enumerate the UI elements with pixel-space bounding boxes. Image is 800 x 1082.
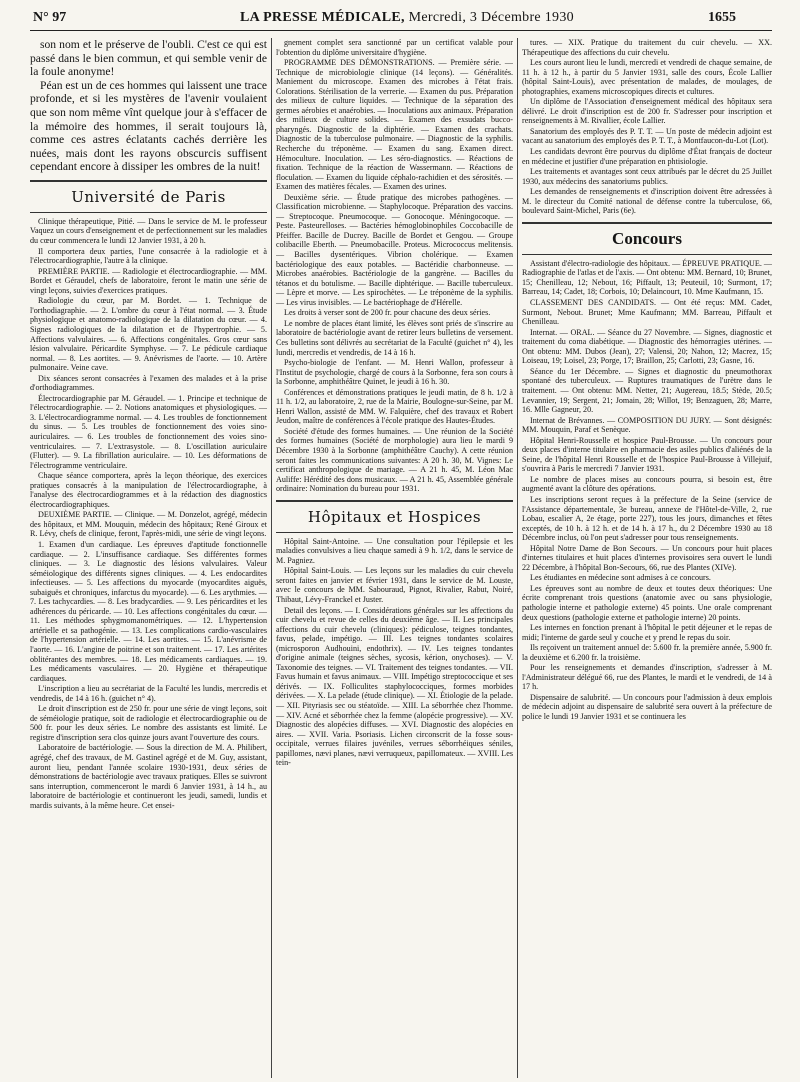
- article-paragraph: Les cours auront lieu le lundi, mercredi et vendredi de chaque semaine, de 11 h. à 12 h., à partir du 5 Janvier 1931, salle des cours, École Lallier (hôpital Saint-Louis), avec présentation de malades, de moulages, de photographies, examens microscopiques directs et cultures.: [522, 58, 772, 96]
- section-rule: [522, 254, 772, 255]
- article-paragraph: Il comportera deux parties, l'une consacrée à la radiologie et à l'électrocardiographie, l'autre à la clinique.: [30, 246, 267, 266]
- section-title-hopitaux: Hôpitaux et Hospices: [307, 507, 482, 526]
- section-rule: [276, 500, 513, 502]
- article-paragraph: Internat. — ORAL. — Séance du 27 Novembre. — Signes, diagnostic et traitement du coma diabétique. — Diagnostic des hémorragies utérines. — Ont obtenu: MM. Dubos (Jean), 27; Valensi, 20; Nahon, 12; Macrez, 15; Loiseau, 19; Loisel, 23; Porge, 17; Braillon, 25; Carlotti, 23; Gasne, 16.: [522, 327, 772, 366]
- article-paragraph: Conférences et démonstrations pratiques le jeudi matin, de 8 h. 1/2 à 11 h. 1/2, au laboratoire, 2, rue de la Mairie, Boulogne-sur-Seine, par M. Henri Wallon, assisté de MM. W. Falquière, chef des travaux et Robert Jeudon, maître de conférences à l'école pratique des Hautes-Études.: [276, 387, 513, 426]
- article-paragraph: L'inscription a lieu au secrétariat de la Faculté les lundis, mercredis et vendredis, de 14 à 16 h. (guichet n° 4).: [30, 684, 267, 703]
- section-rule: [276, 532, 513, 533]
- column-2: [276, 38, 513, 1078]
- article-paragraph: Clinique thérapeutique, Pitié. — Dans le service de M. le professeur Vaquez un cours d'enseignement et de perfectionnement sur les maladies du cœur commencera le lundi 12 Janvier 1931, à 20 h.: [30, 216, 267, 246]
- article-paragraph: Un diplôme de l'Association d'enseignement médical des hôpitaux sera délivré. Le droit d'inscription est de 200 fr. S'adresser pour inscription et renseignements à M. Rivallier, école Lallier.: [522, 97, 772, 126]
- article-paragraph: Les inscriptions seront reçues à la préfecture de la Seine (service de l'Assistance départementale, 3e bureau, annexe de l'Hôtel-de-Ville, 2, rue Lobau, escalier A, 2e étage, porte 227), tous les jours, dimanches et fêtes exceptés, de 10 h. à 12 h. et de 14 h. à 17 h., du 2 Décembre 1930 au 18 Décembre inclus, où l'on peut s'adresser pour tous renseignements.: [522, 494, 772, 543]
- article-paragraph: Le droit d'inscription est de 250 fr. pour une série de vingt leçons, soit de séméiologie pratique, soit de radiologie et électrocardiographie ou de 500 fr. pour les deux séries. Le nombre des assistants est limité. Le registre d'inscription sera clos quinze jours avant l'ouverture des cours.: [30, 704, 267, 742]
- section-title-universite: Université de Paris: [71, 187, 226, 206]
- column-divider: [517, 38, 518, 1078]
- intro-paragraph: Péan est un de ces hommes qui laissent une trace profonde, et si les mystères de l'avenir voulaient que son nom même vînt quelque jour à s'effacer de la mémoire des hommes, il serait toujours là, comme ces astres éclatants cachés derrière les nuées, mais dont les rayons obscurcis suffisent cependant encore à dissiper les ombres de la nuit!: [30, 78, 267, 174]
- article-paragraph: Les demandes de renseignements et d'inscription doivent être adressées à M. le directeur du Comité national de défense contre la tuberculose, 66, boulevard Saint-Michel, Paris (6e).: [522, 187, 772, 216]
- masthead: [0, 10, 800, 32]
- article-paragraph: Hôpital Notre Dame de Bon Secours. — Un concours pour huit places d'internes titulaires et huit places d'internes provisoires sera ouvert le lundi 22 Décembre, à l'hôpital Bon-Secours, 66, rue des Plantes (XIVe).: [522, 543, 772, 572]
- article-paragraph: CLASSEMENT DES CANDIDATS. — Ont été reçus: MM. Cadet, Surmont, Nebout. Brunet; Mme Kaufmann; MM. Barreau, Piffault et Chenilleau.: [522, 298, 772, 327]
- article-body: [522, 259, 772, 722]
- article-paragraph: Deuxième série. — Étude pratique des microbes pathogènes. — Classification microbienne. — Staphylocoque. Préparation des vaccins. — Streptocoque. Pneumocoque. — Gonocoque. Méningocoque. — Peste. Pasteurelloses. — Bactéries hémoglobinophiles Coccobacille de Pfeiffer. Bacille de Ducrey. Bacille de Bordet et Gengou. — Groupe colibacille Eberth. — Pneumobacille. Proteus. Micrococcus melitensis. — Bacilles dysentériques. Vibrion cholérique. — Examen bactériologique des eaux potables. — Bactéridie charbonneuse. — Microbes anaérobies. Bactériologie de la gangrène. — Bacilles du tétanos et du botulisme. — Bacille diphtérique. — Bacille tuberculeux. — Lèpre et morve. — Les spirochètes. — Le tréponème de la syphilis. — Les virus invisibles. — Le bactériophage de d'Hérelle.: [276, 192, 513, 307]
- article-paragraph: PROGRAMME DES DÉMONSTRATIONS. — Première série. — Technique de microbiologie clinique (14 leçons). — Généralités. Maniement du microscope. Examen des microbes à l'état frais. Colorations. Stérilisation de la verrerie. — Examen du pus. Préparation des milieux de culture liquides. — Technique de la séparation des germes aérobies et anaérobies. — Inoculations aux animaux. Préparation des milieux de culture solides. — Examen des exsudats bucco-pharyngés. Diagnostic de la diphtérie. — Examen des crachats. Diagnostic de la tuberculose pulmonaire. — Diagnostic de la syphilis. Recherche du tréponème. — Examen du sang. Examen direct. Hémoculture. Inoculation. — Les séro-diagnostics. — Réactions de fixation. Technique de la réaction de Wassermann. — Réactions de floculation. — Examen du liquide céphalo-rachidien et des sérosités. — Examen des matières fécales. — Examen des urines.: [276, 58, 513, 192]
- article-body: [276, 537, 513, 768]
- article-paragraph: Ils reçoivent un traitement annuel de: 5.600 fr. la première année, 5.900 fr. la deuxième et 6.200 fr. la troisième.: [522, 643, 772, 662]
- article-paragraph: Assistant d'électro-radiologie des hôpitaux. — ÉPREUVE PRATIQUE. — Radiographie de l'atlas et de l'axis. — Ont obtenu: MM. Bernard, 10; Brunet, 15; Chenilleau, 12; Nebout, 16; Piffault, 13; Peuteuil, 10; Surmont, 17; Barreau, 14; Cadet, 18; Corbois, 10; Delaincourt, 10. Mme Kaufmann, 15.: [522, 258, 772, 297]
- section-rule: [30, 180, 267, 182]
- article-paragraph: tures. — XIX. Pratique du traitement du cuir chevelu. — XX. Thérapeutique des affections du cuir chevelu.: [522, 38, 772, 57]
- article-paragraph: Pour les renseignements et demandes d'inscription, s'adresser à M. l'Administrateur délégué 66, rue des Plantes, le mardi et le vendredi, de 14 à 17 h.: [522, 663, 772, 692]
- article-paragraph: Les étudiantes en médecine sont admises à ce concours.: [530, 573, 711, 583]
- article-paragraph: gnement complet sera sanctionné par un certificat valable pour l'obtention du diplôme universitaire d'hygiène.: [276, 38, 513, 57]
- section-title-concours: Concours: [612, 228, 682, 248]
- article-paragraph: Hôpital Saint-Antoine. — Une consultation pour l'épilepsie et les maladies convulsives a lieu chaque samedi à 9 h. 1/2, dans le service de M. Pagniez.: [276, 536, 513, 565]
- journal-title: [240, 10, 574, 26]
- article-paragraph: Radiologie du cœur, par M. Bordet. — 1. Technique de l'orthodiagraphie. — 2. L'ombre du cœur à l'état normal. — 3. Étude physiologique et anatomo-radiologique de la dilatation du cœur. — 4. Signes radiologiques de la dilatation et de l'hypertrophie. — 5. Affections valvulaires. — 6. Affections congénitales. Gros cœur sans lésion valvulaire. Péricardite Symphyse. — 7. Le pédicule cardiaque normal. — 8. Les aortites. — 9. Anévrismes de l'aorte. — 10. Artère pulmonaire. Veine cave.: [30, 296, 267, 373]
- article-paragraph: PREMIÈRE PARTIE. — Radiologie et électrocardiographie. — MM. Bordet et Géraudel, chefs de laboratoire, feront le matin une série de vingt leçons, suivies d'exercices pratiques.: [30, 266, 267, 295]
- article-paragraph: Les traitements et avantages sont ceux attribués par le décret du 25 Juillet 1930, aux médecins des sanatoriums publics.: [522, 167, 772, 186]
- issue-date: Mercredi, 3 Décembre 1930: [408, 10, 574, 25]
- article-body: [276, 38, 513, 494]
- header-rule: [30, 30, 772, 31]
- intro-paragraph: son nom et le préserve de l'oubli. C'est ce qui est passé dans le bien commun, et qui semble venir de la foule anonyme!: [30, 38, 267, 79]
- article-paragraph: Internat de Brévannes. — COMPOSITION DU JURY. — Sont désignés: MM. Mouquin, Paraf et Senèque.: [522, 415, 772, 435]
- article-paragraph: Detail des leçons. — I. Considérations générales sur les affections du cuir chevelu et revue de celles du deuxième âge. — II. Les principales affections du cuir chevelu (cliniques): pédiculose, teignes tondantes, favus, pelade, impétigo. — III. Les teignes tondantes scolaires (microsporon Audhouini, endothrix). — IV. Les teignes tondantes d'origine animale (teignes sèches, sycosis, kérion, onychoses). — V. Taxonomie des teignes. — VI. Traitement des teignes tondantes. — VII. Favus humain et favus animaux. — VIII. Impétigo streptococcique et ses dérivés. — IX. Folliculites staphylococciques, formes morbides dérivées. — X. La pelade (étude clinique). — XI. Étiologie de la pelade. — XII. Pityriasis sec ou stéatoïde. — XIII. La séborrhée chez l'homme. — XIV. Acné et séborrhée chez la femme (alopécie progressive). — XV. Diagnostic des alopécies diffuses. — XVI. Diagnostic des alopécies en aires. — XVII. Varia. Psoriasis. Lichen circonscrit de la fosse sous-occipitale, verrues filaires juvéniles, verrues séborrhéiques séniles, papillomes, nævi planes, nævi verruqueux, papillomateux. — XVIII. Les tein-: [276, 605, 513, 768]
- article-body: [522, 38, 772, 216]
- article-paragraph: Sanatorium des employés des P. T. T. — Un poste de médecin adjoint est vacant au sanatorium des employés des P. T. T., à Montfaucon-du-Lot (Lot).: [522, 126, 772, 146]
- article-paragraph: Le nombre de places étant limité, les élèves sont priés de s'inscrire au laboratoire de bactériologie avant de retirer leurs bulletins de versement. Ces bulletins sont délivrés au secrétariat de la Faculté (guichet n° 4), les lundi, mercredis et vendredis, de 14 à 16 h.: [276, 318, 513, 357]
- article-paragraph: Électrocardiographie par M. Géraudel. — 1. Principe et technique de l'électrocardiographie. — 2. Notions anatomiques et physiologiques. — 3. L'électrocardiogramme normal. — 4. Les troubles de fonctionnement du sinus. — 5. Les troubles de fonctionnement des voies sino-auriculaires. — 6. Les troubles de fonctionnement des voies sino-ventriculaires. — 7. L'extrasystole. — 8. L'oscillation auriculaire (Flutter). — 9. La fibrillation auriculaire. — 10. Les déformations de l'électrogramme ventriculaire.: [30, 393, 267, 470]
- article-paragraph: DEUXIÈME PARTIE. — Clinique. — M. Donzelot, agrégé, médecin des hôpitaux, et MM. Mouquin, médecin des hôpitaux; René Giroux et R. Lévy, chefs de clinique, feront, l'après-midi, une série de vingt leçons.: [30, 510, 267, 539]
- article-paragraph: Séance du 1er Décembre. — Signes et diagnostic du pneumothorax spontané des tuberculeux. — Ruptures traumatiques de l'urètre dans le traitement. — Ont obtenu: MM. Netter, 21; Augereau, 18.5; Stède, 20.5; Levannier, 19; Sergent, 21; Jomain, 28; Willot, 19; Benzaguen, 28; Marre, 16. Mlle Gagneur, 20.: [522, 366, 772, 415]
- issue-number: N° 97: [33, 10, 67, 25]
- section-rule: [522, 222, 772, 224]
- article-paragraph: 1. Examen d'un cardiaque. Les épreuves d'aptitude fonctionnelle cardiaque. — 2. L'insuffisance cardiaque. Ses différentes formes cliniques. — 3. Le diagnostic des lésions valvulaires. Valeur séméiologique des différents signes cliniques. — 4. Les endocardites infectieuses. — 5. Les affections du myocarde (myocardites aiguës, subaiguës et chroniques, infarctus du myocarde). — 6. Les arythmies. — 7. Les tachycardies. — 8. Les bradycardies. — 9. Les péricardites et les adhérences du péricarde. — 10. Les affections congénitales du cœur. — 11. Les méthodes sphygmomanométriques. — 12. L'hypertension artérielle et sa pathogénie. — 13. Les complications cardio-vasculaires de l'hypertension artérielle. — 14. Les aortites. — 15. L'anévrisme de l'aorte. — 16. L'angine de poitrine et son traitement. — 17. Les artérites oblitérantes des membres. — 18. Les médicaments cardiaques. — 19. Les médicaments vasculaires. — 20. Hygiène et thérapeutique cardiaques.: [30, 539, 267, 683]
- article-paragraph: Hôpital Henri-Rousselle et hospice Paul-Brousse. — Un concours pour deux places d'interne titulaire en pharmacie des asiles publics d'aliénés de la Seine, de l'hôpital Henri Rousselle et de l'hospice Paul-Brousse à Villejuif, s'ouvrira à Paris le mercredi 7 Janvier 1931.: [522, 435, 772, 474]
- column-divider: [271, 38, 272, 1078]
- article-paragraph: Dix séances seront consacrées à l'examen des malades et à la prise d'orthodiagrammes.: [30, 373, 267, 393]
- journal-name: LA PRESSE MÉDICALE,: [240, 10, 405, 25]
- section-rule: [30, 212, 267, 213]
- page-number: 1655: [708, 10, 736, 25]
- column-1: [30, 38, 267, 1078]
- column-3: [522, 38, 772, 1078]
- article-paragraph: Les droits à verser sont de 200 fr. pour chacune des deux séries.: [284, 308, 491, 318]
- article-body: [30, 217, 267, 810]
- article-paragraph: Dispensaire de salubrité. — Un concours pour l'admission à deux emplois de médecin adjoint au dispensaire de salubrité sera ouvert à la préfecture de police le lundi 19 Janvier 1931 et se continuera les: [522, 692, 772, 721]
- article-paragraph: Les internes en fonction prenant à l'hôpital le petit déjeuner et le repas de midi; l'interne de garde seul y couche et y prend le repas du soir.: [522, 623, 772, 642]
- article-paragraph: Psycho-biologie de l'enfant. — M. Henri Wallon, professeur à l'Institut de psychologie, chargé de cours à la Sorbonne, fera son cours à la Sorbonne, amphithéâtre Quinet, le jeudi à 16 h. 30.: [276, 358, 513, 387]
- article-paragraph: Chaque séance comportera, après la leçon théorique, des exercices pratiques consacrés à la manipulation de l'électrocardiographe, à l'analyse des électrocardiogrammes et à la rédaction des diagnostics électrocardiographiques.: [30, 471, 267, 509]
- article-paragraph: Hôpital Saint-Louis. — Les leçons sur les maladies du cuir chevelu seront faites en janvier et février 1931, dans le service de M. Louste, avec le concours de MM. Sabouraud, Pignot, Rivalier, Rabut, Noiré, Thibaut, Lévy-Franckel et Juster.: [276, 566, 513, 604]
- article-paragraph: Laboratoire de bactériologie. — Sous la direction de M. A. Philibert, agrégé, chef des travaux, de M. Gastinel agrégé et de M. Guy, assistant, auront lieu, pendant l'année scolaire 1930-1931, deux séries de démonstrations de bactériologie avec travaux pratiques. Elles se suivront sans interruption, commenceront le mardi 6 Janvier 1931, à 14 h., au laboratoire de bactériologie et continueront les jeudi, samedi, lundis et mardis suivants, à la même heure. Cet ensei-: [30, 743, 267, 810]
- article-paragraph: Le nombre de places mises au concours pourra, si besoin est, être augmenté avant la clôture des opérations.: [522, 474, 772, 494]
- article-paragraph: Les candidats devront être pourvus du diplôme d'État français de docteur en médecine et justifier d'une préparation en phtisiologie.: [522, 147, 772, 166]
- article-paragraph: Société d'étude des formes humaines. — Une réunion de la Société des formes humaines (Société de morphologie) aura lieu le mardi 9 Décembre 1930 à la Sorbonne (amphithéâtre Cauchy). A cette réunion seront faites les communications suivantes: A 20 h. 30, M. Vignes: Le certificat anthropologique de mariage. — A 21 h. 45, M. Léon Mac Auliffe: Hérédité des dons musicaux. — A 21 h. 45, Assemblée générale ordinaire: Nomination du bureau pour 1931.: [276, 426, 513, 494]
- article-paragraph: Les épreuves sont au nombre de deux et toutes deux théoriques: Une écrite comprenant trois questions (anatomie avec ou sans physiologie, pathologie interne et pathologie externe) 45 points. Une orale comprenant deux questions (pathologie externe et pathologie interne) 20 points.: [522, 583, 772, 622]
